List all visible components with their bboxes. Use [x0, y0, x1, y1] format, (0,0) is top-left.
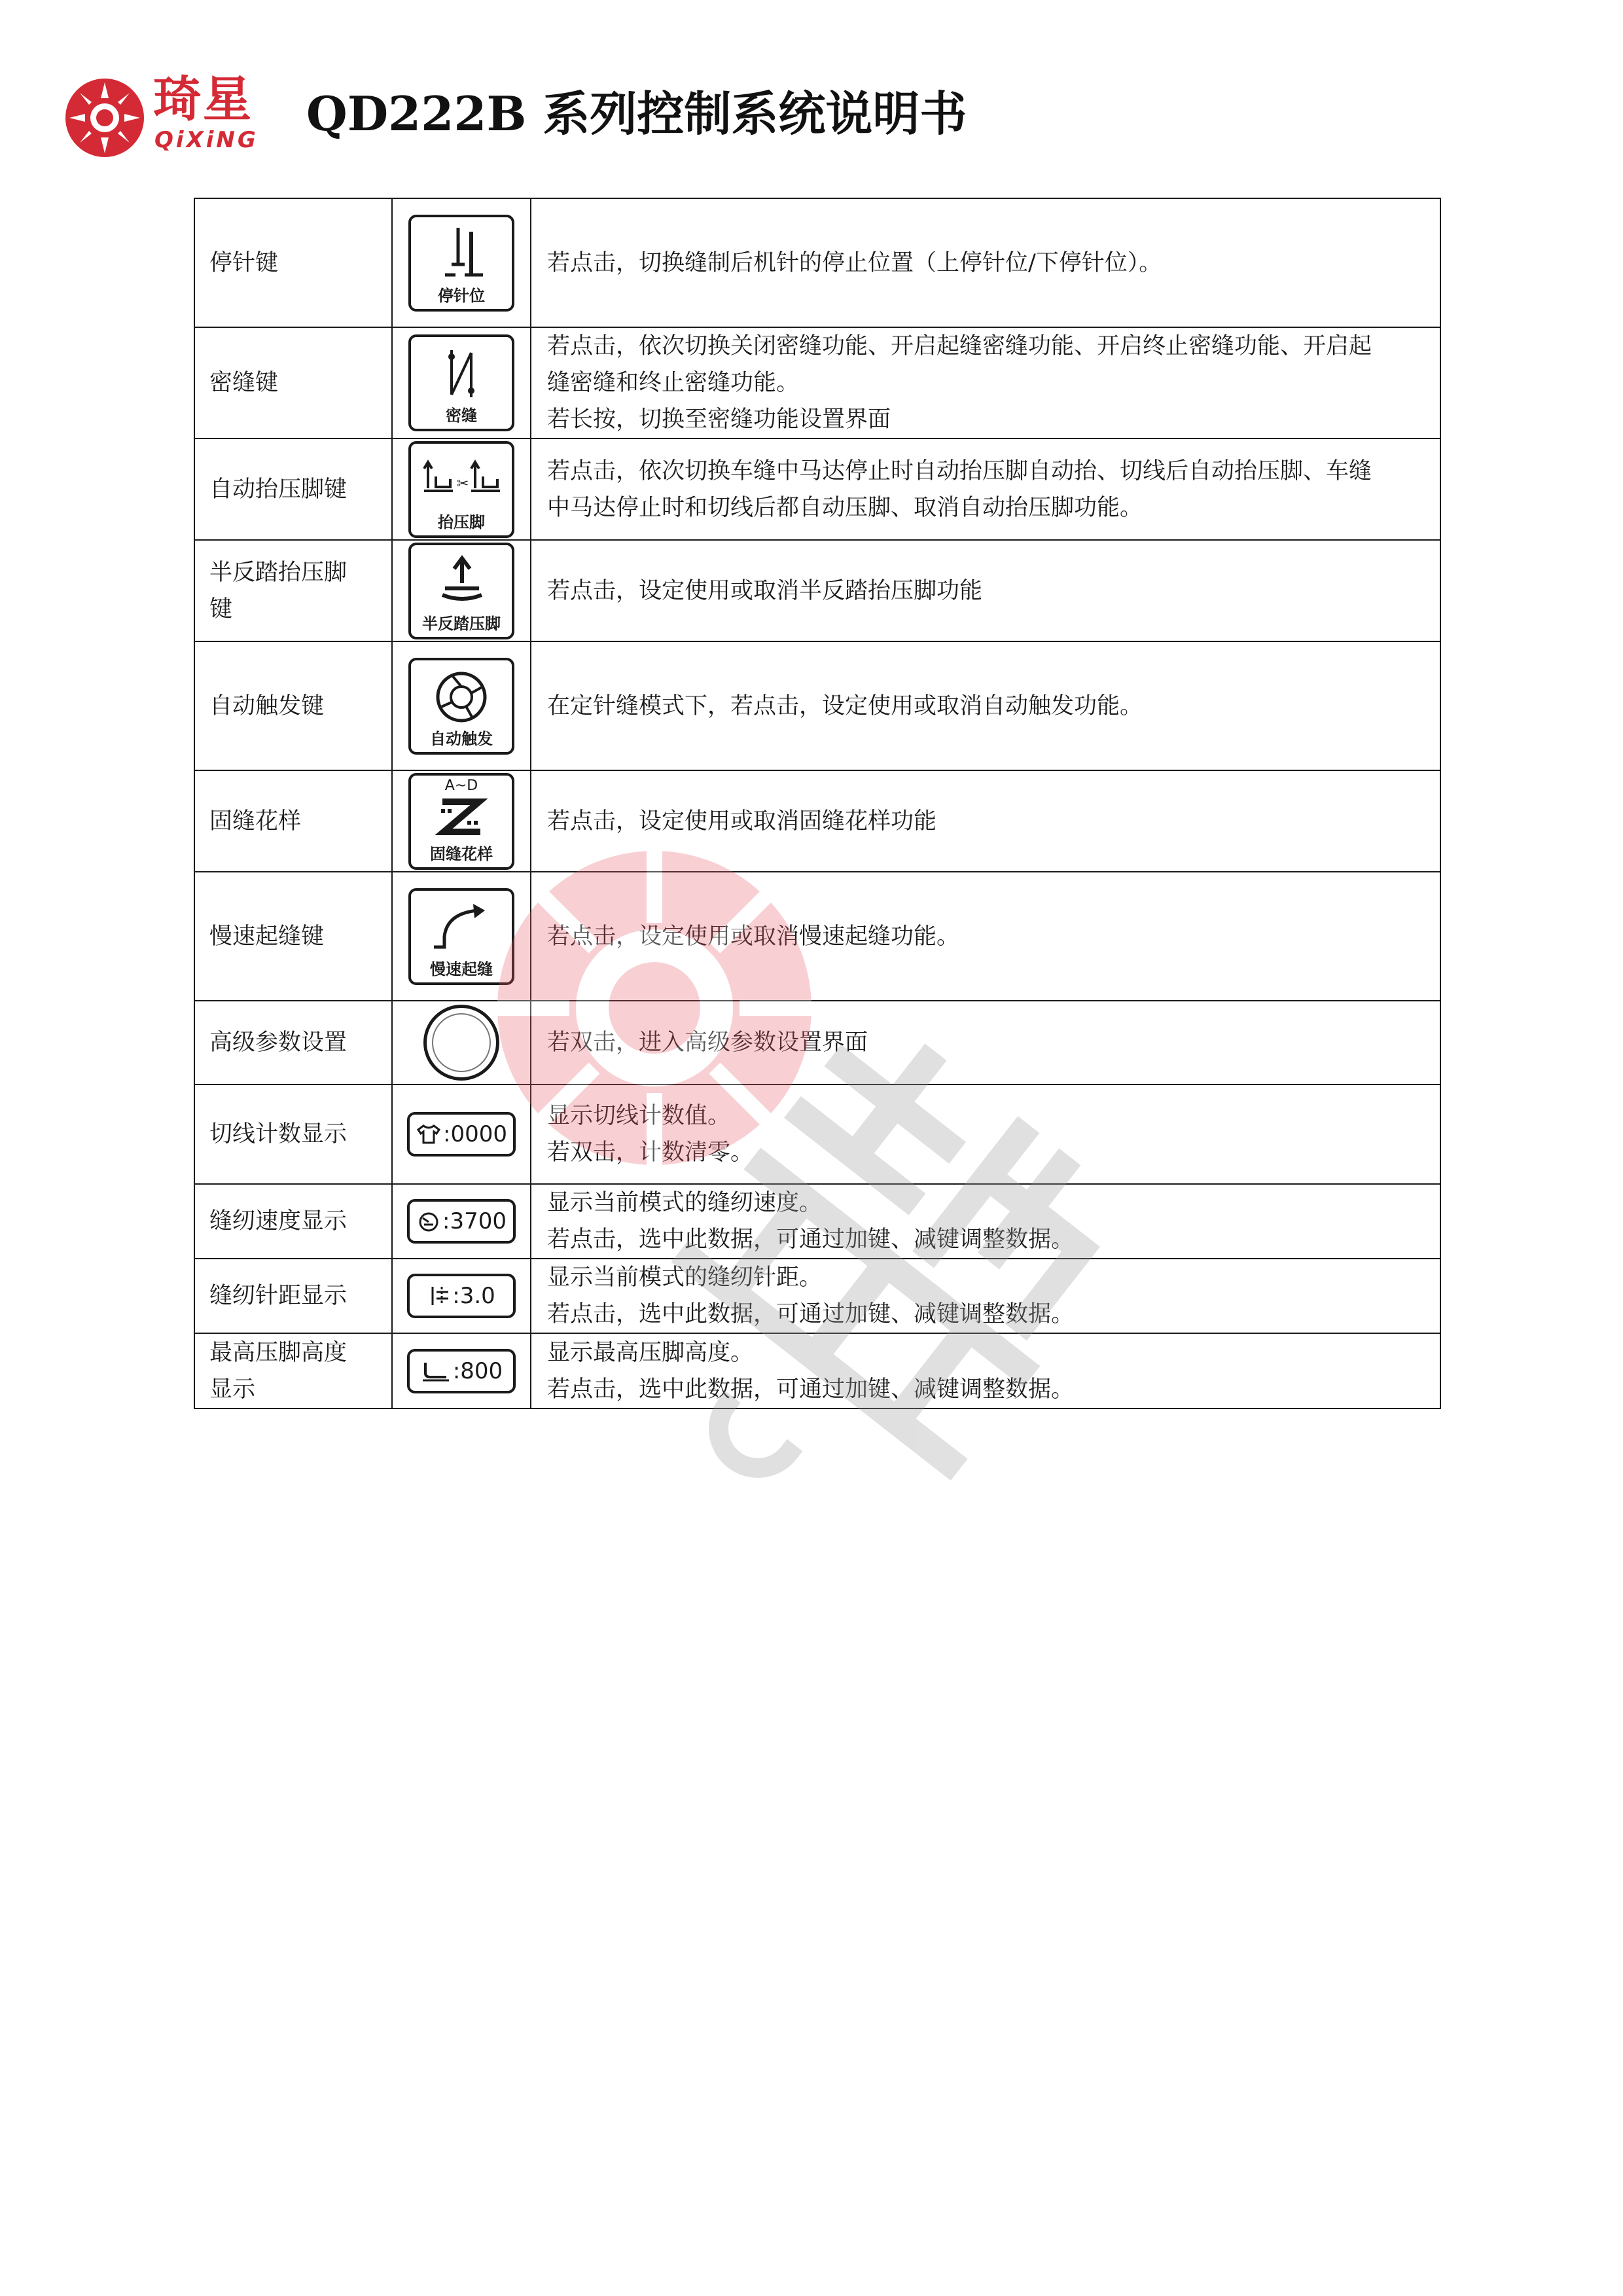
- stitch-length-value: :3.0: [452, 1283, 495, 1309]
- button-label: 半反踏压脚: [422, 614, 501, 633]
- presser-foot-lift-button[interactable]: [408, 441, 514, 538]
- stop-needle-position-icon: [425, 224, 497, 283]
- button-label: 自动触发: [430, 729, 493, 748]
- advanced-settings-knob-icon[interactable]: [423, 1005, 499, 1081]
- document-title: QD222B 系列控制系统说明书: [306, 86, 967, 141]
- key-name: 慢速起缝键: [194, 872, 392, 1001]
- key-description: 若点击，设定使用或取消慢速起缝功能。: [531, 872, 1440, 1001]
- table-row: [194, 1259, 1440, 1333]
- key-description: 若点击，设定使用或取消半反踏抬压脚功能: [531, 540, 1440, 641]
- auto-trigger-icon: [425, 667, 497, 730]
- bartack-button[interactable]: [408, 334, 514, 431]
- key-name: 停针键: [194, 198, 392, 327]
- shirt-counter-icon: [416, 1123, 442, 1145]
- table-row: [194, 1001, 1440, 1085]
- key-description: 若点击，依次切换关闭密缝功能、开启起缝密缝功能、开启终止密缝功能、开启起 缝密缝和终止密缝功能。 若长按，切换至密缝功能设置界面: [531, 327, 1440, 439]
- tack-pattern-button[interactable]: [408, 773, 514, 870]
- presser-foot-height-icon: [420, 1360, 452, 1382]
- key-description: 显示切线计数值。 若双击，计数清零。: [531, 1085, 1440, 1184]
- table-row: [194, 641, 1440, 770]
- key-name: 半反踏抬压脚 键: [194, 540, 392, 641]
- page-header: [63, 71, 1110, 156]
- speed-value: :3700: [442, 1208, 507, 1234]
- svg-text:✂: ✂: [457, 475, 469, 492]
- slow-start-button[interactable]: [408, 888, 514, 985]
- key-description: 显示当前模式的缝纫速度。 若点击，选中此数据，可通过加键、减键调整数据。: [531, 1184, 1440, 1259]
- trim-counter-display[interactable]: [407, 1112, 516, 1157]
- key-name: 最高压脚高度 显示: [194, 1333, 392, 1408]
- bartack-icon: [425, 344, 497, 406]
- slow-start-icon: [422, 897, 501, 956]
- max-presser-foot-height-display[interactable]: [407, 1349, 516, 1393]
- button-label: 固缝花样: [430, 844, 493, 863]
- key-description: 显示最高压脚高度。 若点击，选中此数据，可通过加键、减键调整数据。: [531, 1333, 1440, 1408]
- table-row: [194, 770, 1440, 872]
- button-label: 停针位: [438, 286, 485, 305]
- table-row: [194, 198, 1440, 327]
- key-description: 在定针缝模式下，若点击，设定使用或取消自动触发功能。: [531, 641, 1440, 770]
- key-name: 缝纫速度显示: [194, 1184, 392, 1259]
- key-description: 显示当前模式的缝纫针距。 若点击，选中此数据，可通过加键、减键调整数据。: [531, 1259, 1440, 1333]
- qixing-logo-icon: [63, 76, 147, 160]
- table-row: [194, 1333, 1440, 1408]
- table-row: [194, 439, 1440, 540]
- button-label: 抬压脚: [438, 512, 485, 531]
- sewing-speed-display[interactable]: [407, 1199, 516, 1244]
- key-description: 若点击，设定使用或取消固缝花样功能: [531, 770, 1440, 872]
- key-name: 自动触发键: [194, 641, 392, 770]
- pattern-range-label: A~D: [444, 777, 478, 794]
- half-back-pedal-button[interactable]: [408, 543, 514, 639]
- key-name: 固缝花样: [194, 770, 392, 872]
- key-description: 若双击，进入高级参数设置界面: [531, 1001, 1440, 1085]
- stitch-length-display[interactable]: [407, 1274, 516, 1318]
- stitch-length-icon: [427, 1284, 451, 1308]
- key-name: 切线计数显示: [194, 1085, 392, 1184]
- stop-needle-position-button[interactable]: [408, 215, 514, 312]
- key-name: 自动抬压脚键: [194, 439, 392, 540]
- key-name: 缝纫针距显示: [194, 1259, 392, 1333]
- key-name: 密缝键: [194, 327, 392, 439]
- presser-foot-height-value: :800: [452, 1357, 503, 1384]
- tack-pattern-icon: [432, 795, 491, 842]
- key-description: 若点击，切换缝制后机针的停止位置（上停针位/下停针位）。: [531, 198, 1440, 327]
- speed-gauge-icon: [416, 1210, 441, 1232]
- brand-name-cn: 琦星: [153, 71, 253, 128]
- table-row: [194, 872, 1440, 1001]
- key-function-table: [194, 198, 1441, 1409]
- presser-foot-lift-icon: [419, 450, 504, 503]
- key-description: 若点击，依次切换车缝中马达停止时自动抬压脚自动抬、切线后自动抬压脚、车缝 中马达停止时和切线后都自动压脚、取消自动抬压脚功能。: [531, 439, 1440, 540]
- table-row: [194, 327, 1440, 439]
- key-name: 高级参数设置: [194, 1001, 392, 1085]
- table-row: [194, 540, 1440, 641]
- auto-trigger-button[interactable]: [408, 658, 514, 755]
- table-row: [194, 1085, 1440, 1184]
- table-row: [194, 1184, 1440, 1259]
- button-label: 慢速起缝: [430, 960, 493, 978]
- button-label: 密缝: [446, 406, 477, 425]
- half-back-pedal-icon: [425, 552, 497, 608]
- trim-count-value: :0000: [443, 1121, 507, 1147]
- brand-name-en: QiXiNG: [154, 127, 259, 153]
